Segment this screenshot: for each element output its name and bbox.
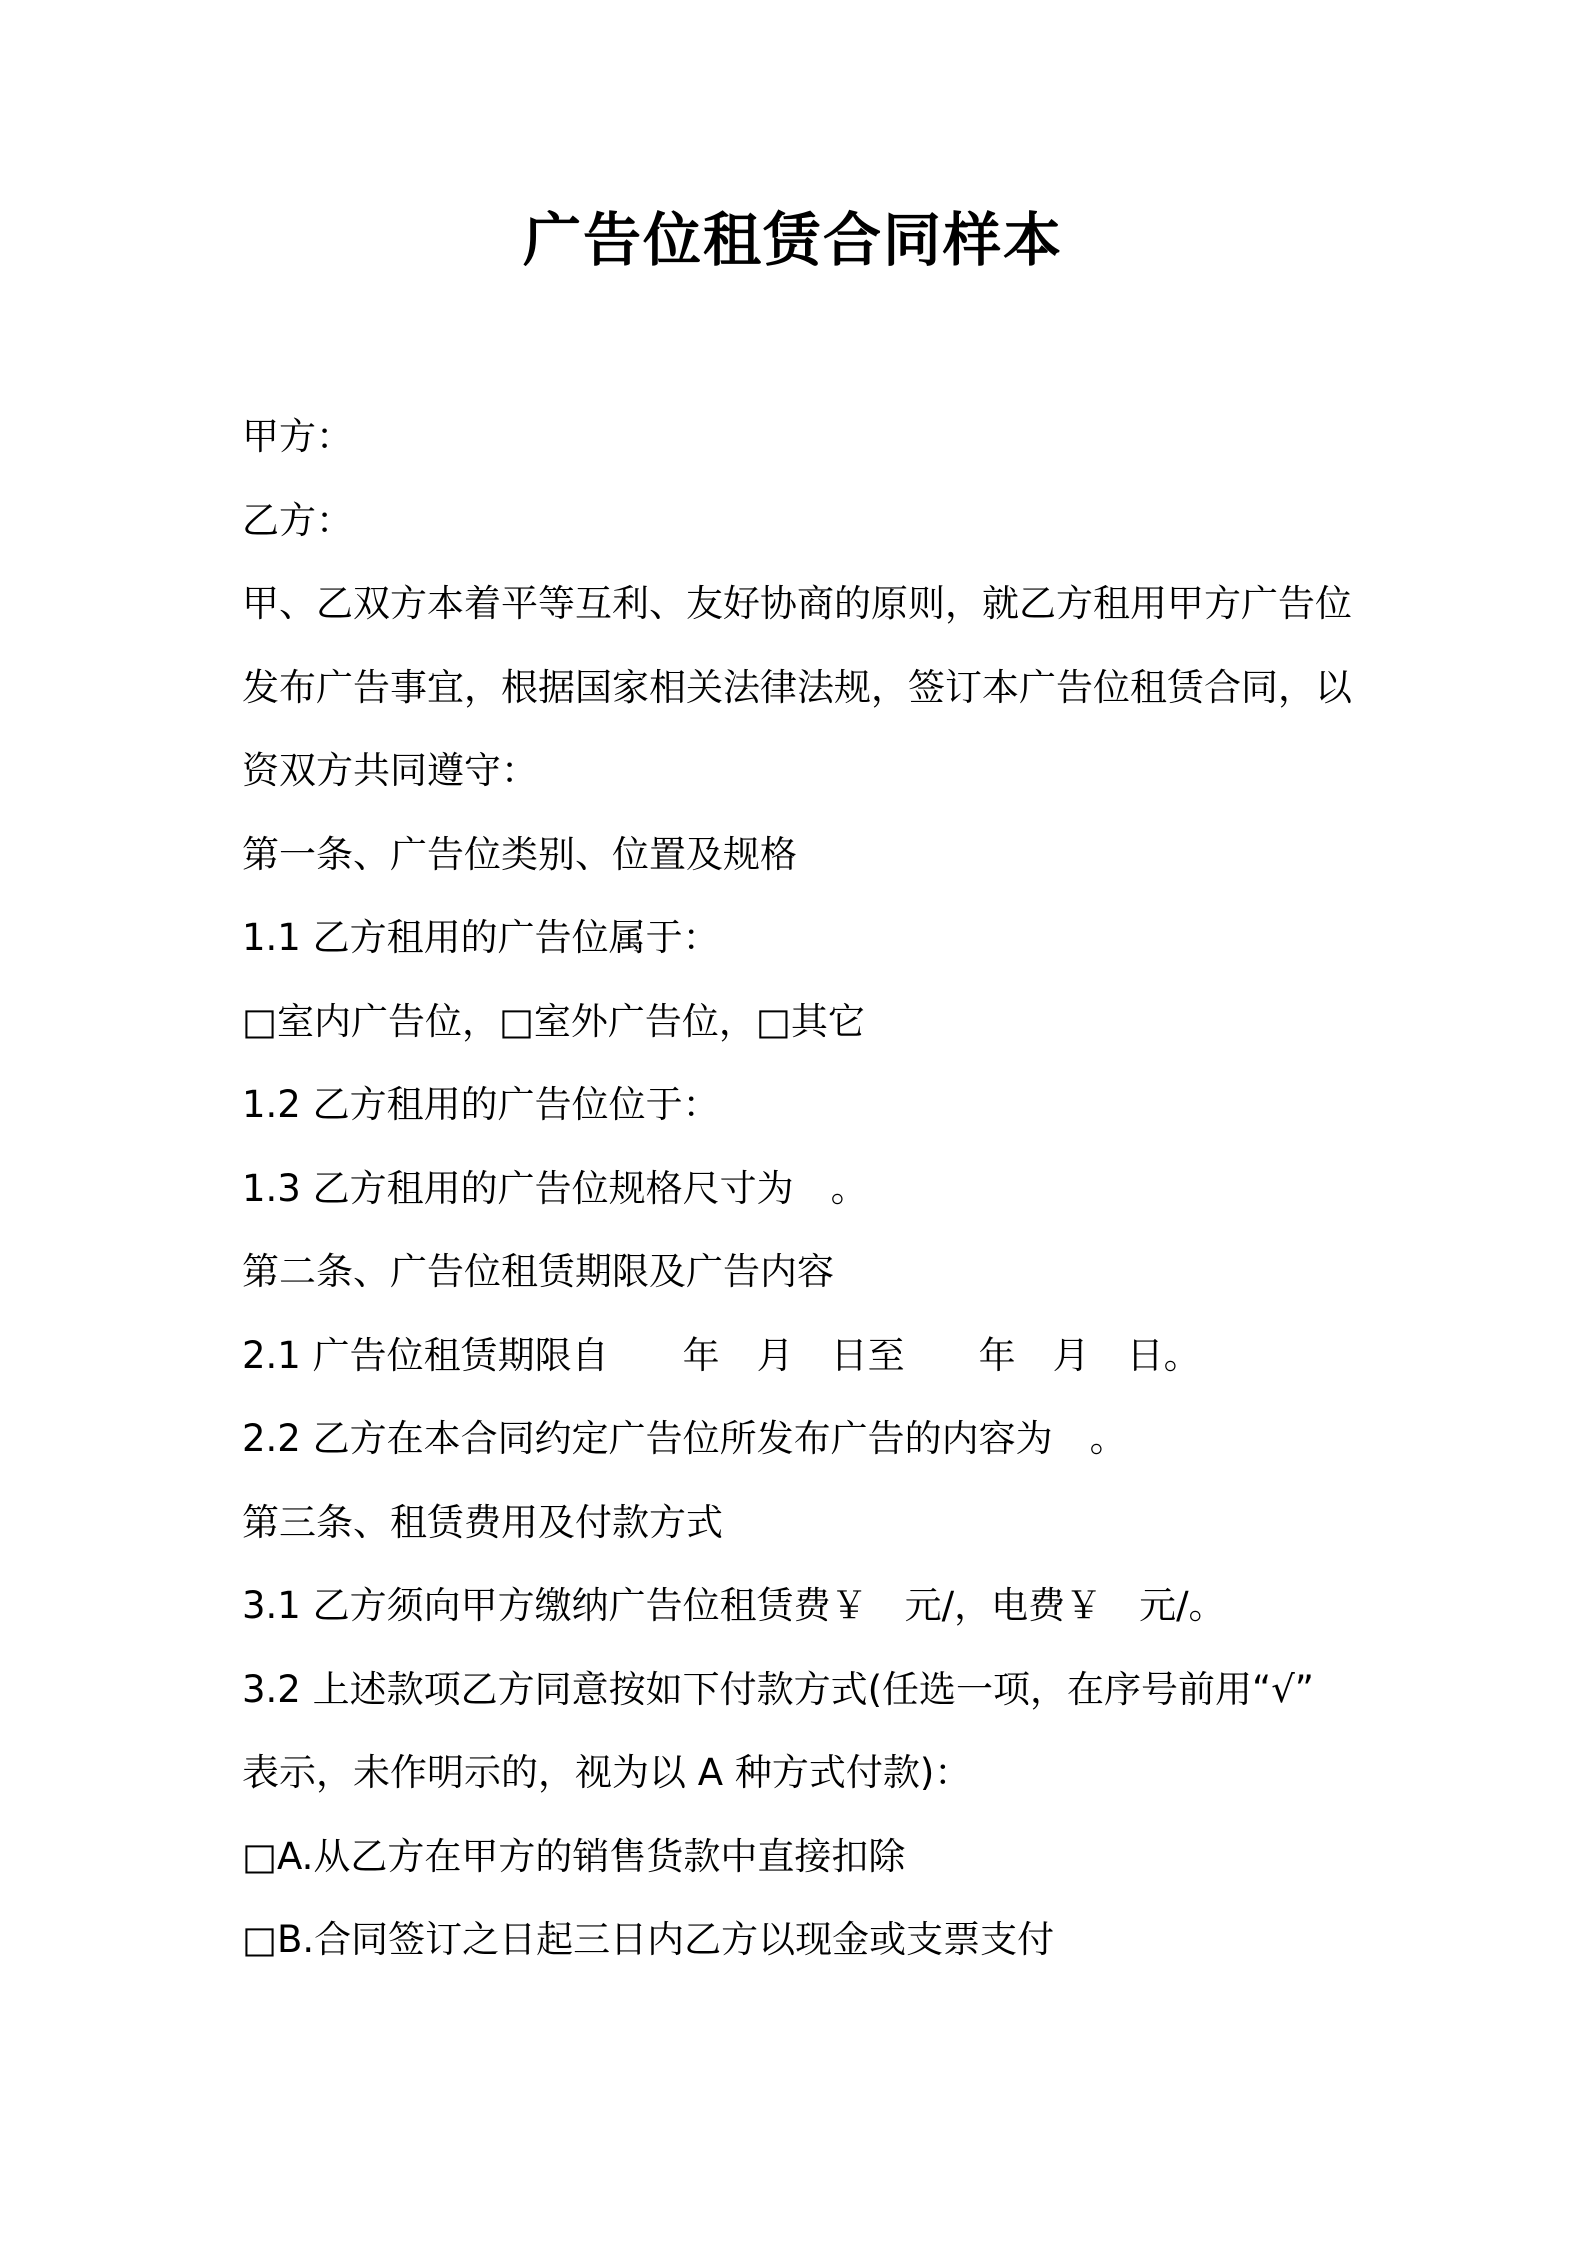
document-title: 广告位租赁合同样本 <box>522 206 1063 274</box>
clause-3-2-line-1: 3.2 上述款项乙方同意按如下付款方式(任选一项，在序号前用“√” <box>242 1667 1314 1711</box>
preamble-line-1: 甲、乙双方本着平等互利、友好协商的原则，就乙方租用甲方广告位 <box>242 582 1352 625</box>
clause-2-1: 2.1 广告位租赁期限自 年 月 日至 年 月 日。 <box>242 1333 1201 1377</box>
article-3-heading: 第三条、租赁费用及付款方式 <box>242 1500 723 1544</box>
clause-1-1-options: □室内广告位，□室外广告位，□其它 <box>242 999 865 1043</box>
payment-option-a: □A.从乙方在甲方的销售货款中直接扣除 <box>242 1834 906 1878</box>
clause-1-2: 1.2 乙方租用的广告位位于： <box>242 1083 720 1126</box>
clause-1-1: 1.1 乙方租用的广告位属于： <box>242 916 720 959</box>
document-body <box>242 405 1362 1992</box>
clause-3-2-line-2: 表示，未作明示的，视为以 A 种方式付款)： <box>242 1751 972 1794</box>
party-b-line: 乙方： <box>242 498 353 542</box>
preamble-line-3: 资双方共同遵守： <box>242 749 538 792</box>
clause-3-1: 3.1 乙方须向甲方缴纳广告位租赁费￥ 元/，电费￥ 元/。 <box>242 1584 1226 1627</box>
clause-2-2: 2.2 乙方在本合同约定广告位所发布广告的内容为 。 <box>242 1417 1127 1460</box>
article-1-heading: 第一条、广告位类别、位置及规格 <box>242 832 797 876</box>
article-2-heading: 第二条、广告位租赁期限及广告内容 <box>242 1250 834 1293</box>
preamble-line-2: 发布广告事宜，根据国家相关法律法规，签订本广告位租赁合同，以 <box>242 665 1352 709</box>
clause-1-3: 1.3 乙方租用的广告位规格尺寸为 。 <box>242 1166 868 1210</box>
payment-option-b: □B.合同签订之日起三日内乙方以现金或支票支付 <box>242 1918 1055 1961</box>
party-a-line: 甲方： <box>242 415 353 458</box>
